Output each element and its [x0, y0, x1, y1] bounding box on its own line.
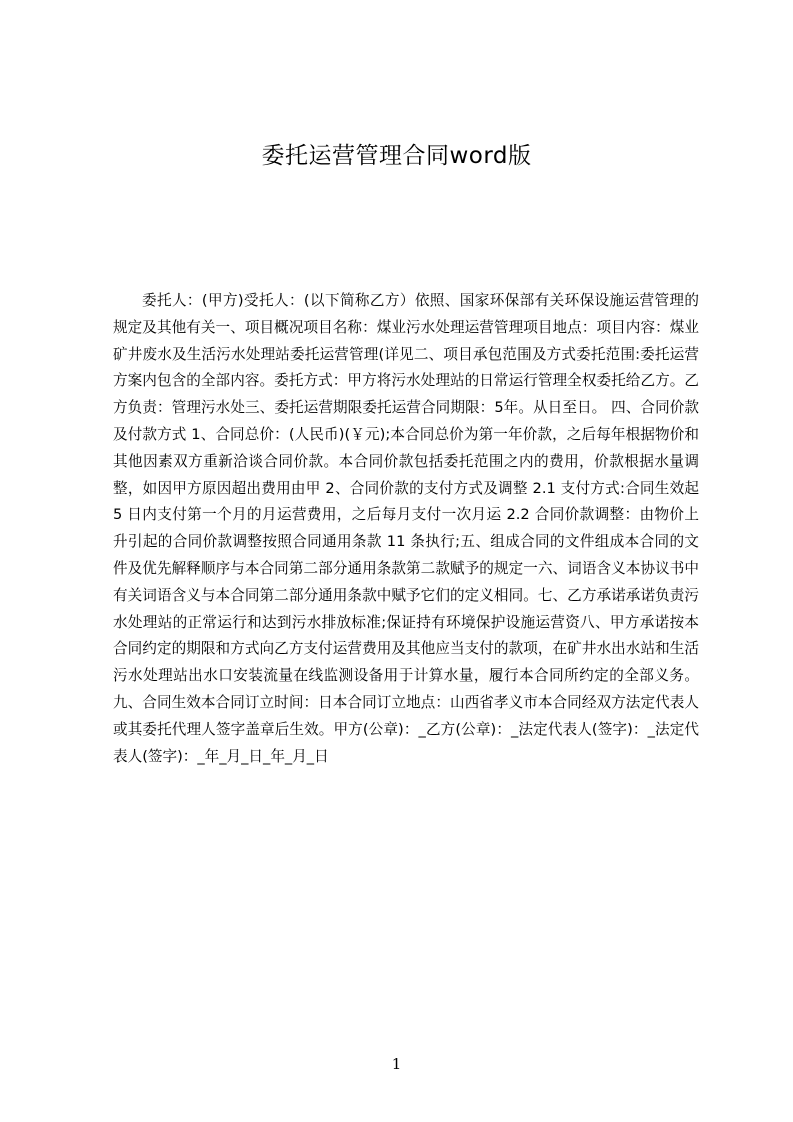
contract-body-text: 委托人：(甲方)受托人：(以下简称乙方）依照、国家环保部有关环保设施运营管理的规定及其他有关一、项目概况项目名称：煤业污水处理运营管理项目地点：项目内容：煤业矿井废水及生活污水处理站委托运营管理(详见二、项目承包范围及方式委托范围:委托运营方案内包含的全部内容。委托方式：甲方将污水处理站的日常运行管理全权委托给乙方。乙方负责：管理污水处三、委托运营期限委托运营合同期限：5年。从日至日。 四、合同价款及付款方式 1、合同总价：(人民币)(￥元);本合同总价为第一年价款，之后每年根据物价和其他因素双方重新洽谈合同价款。本合同价款包括委托范围之内的费用，价款根据水量调整，如因甲方原因超出费用由甲 2、合同价款的支付方式及调整 2.1 支付方式:合同生效起 5 日内支付第一个月的月运营费用，之后每月支付一次月运 2.2 合同价款调整：由物价上升引起的合同价款调整按照合同通用条款 11 条执行;五、组成合同的文件组成本合同的文件及优先解释顺序与本合同第二部分通用条款第二款赋予的规定一六、词语含义本协议书中有关词语含义与本合同第二部分通用条款中赋予它们的定义相同。七、乙方承诺承诺负责污水处理站的正常运行和达到污水排放标准;保证持有环境保护设施运营资八、甲方承诺按本合同约定的期限和方式向乙方支付运营费用及其他应当支付的款项，在矿井水出水站和生活污水处理站出水口安装流量在线监测设备用于计算水量，履行本合同所约定的全部义务。九、合同生效本合同订立时间：日本合同订立地点：山西省孝义市本合同经双方法定代表人或其委托代理人签字盖章后生效。甲方(公章)：_乙方(公章)：_法定代表人(签字)：_法定代表人(签字)：_年_月_日_年_月_日 [113, 292, 699, 765]
page-title: 委托运营管理合同word版 [261, 143, 532, 169]
page-number: 1 [391, 1055, 402, 1073]
